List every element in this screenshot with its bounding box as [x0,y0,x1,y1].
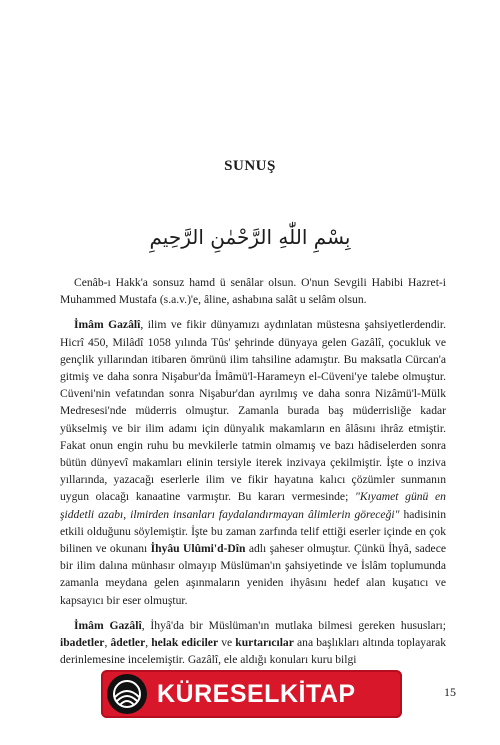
term-adetler: âdetler [110,636,146,650]
page-number: 15 [444,685,456,699]
hadith-quote: "Kıyamet günü en şiddetli azabı, ilmirden insanları faydalandırmayan âlimlerin göreceği" [60,490,446,521]
globe-logo-icon [107,674,147,714]
work-title: İhyâu Ulûmi'd-Dîn [150,542,246,556]
paragraph-2: İmâm Gazâlî, ilim ve fikir dünyamızı aydınlatan müstesna şahsiyetlerdendir. Hicrî 450, Milâdî 1058 yılında Tûs' şehrinde dünyaya gelen Gazâlî, çocukluk ve gençlik yıllarından itibaren ömrünü ilim tahsiline adamıştır. Bu maksatla Cürcan'a gitmiş ve daha sonra Nişabur'da İmâmü'l-Harameyn el-Cüveni'ye talebe olmuştur. Cüveni'nin vefatından sonra Nişabur'dan ayrılmış ve daha sonra Nizâmü'l-Mülk Medresesi'nde müderris olmuştur. Zamanla burada baş müderrisliğe kadar yükselmiş ve bir ilim adamı için dünyalık makamların en âlâsını ihrâz etmiştir. Fakat onun engin ruhu bu mevkilerle tatmin olmamış ve bazı hâdiselerden sonra bütün dünyevî makamları elinin tersiyle iterek inzivaya çekilmiştir. İşte o inziva yıllarında, yazacağı eserlerle ilim ve fikir hayatına kalıcı çözümler sunmanın uygun olacağı kanaatine varmıştır. Bu kararı vermesinde; "Kıyamet günü en şiddetli azabı, ilmirden insanları faydalandırmayan âlimlerin göreceği" hadisinin etkili olduğunu söylemiştir. İşte bu zaman zarfında telif ettiği eserler içinde en çok bilinen ve okunanı İhyâu Ulûmi'd-Dîn adlı şaheser olmuştur. Çünkü İhyâ, sadece bir ilim dalına münhasır olmayıp Müslüman'ın şahsiyetinde ve İslâm toplumunda zamanla meydana gelen aşınmaların yeniden ihyâsını hedef alan kuşatıcı ve kapsayıcı bir eser olmuştur. [60,318,446,607]
paragraph-1: Cenâb-ı Hakk'a sonsuz hamd ü senâlar olsun. O'nun Sevgili Habibi Hazret-i Muhammed Mustafa (s.a.v.)'e, âline, ashabına salât u selâm olsun. [60,276,446,307]
paragraph-3: İmâm Gazâlî, İhyâ'da bir Müslüman'ın mutlaka bilmesi gereken hususları; ibadetler, âdetler, helak ediciler ve kurtarıcılar ana başlıkları altında toplayarak derinlemesine incelemiştir. Gazâlî, ele aldığı konuları kuru bilgi [60,618,447,667]
term-kurtaricilar: kurtarıcılar [235,636,294,650]
basmala-text: بِسْمِ اللّٰهِ الرَّحْمٰنِ الرَّحِيمِ [149,225,351,249]
watermark-text: KÜRESELKİTAP [157,679,356,708]
author-name: İmâm Gazâlî [74,318,141,332]
term-ibadetler: ibadetler [60,636,105,650]
page-title: SUNUŞ [224,158,276,174]
author-name: İmâm Gazâlî [74,618,142,632]
body-text [60,274,446,676]
watermark-logo [101,670,402,718]
term-helak-ediciler: helak ediciler [151,636,219,650]
